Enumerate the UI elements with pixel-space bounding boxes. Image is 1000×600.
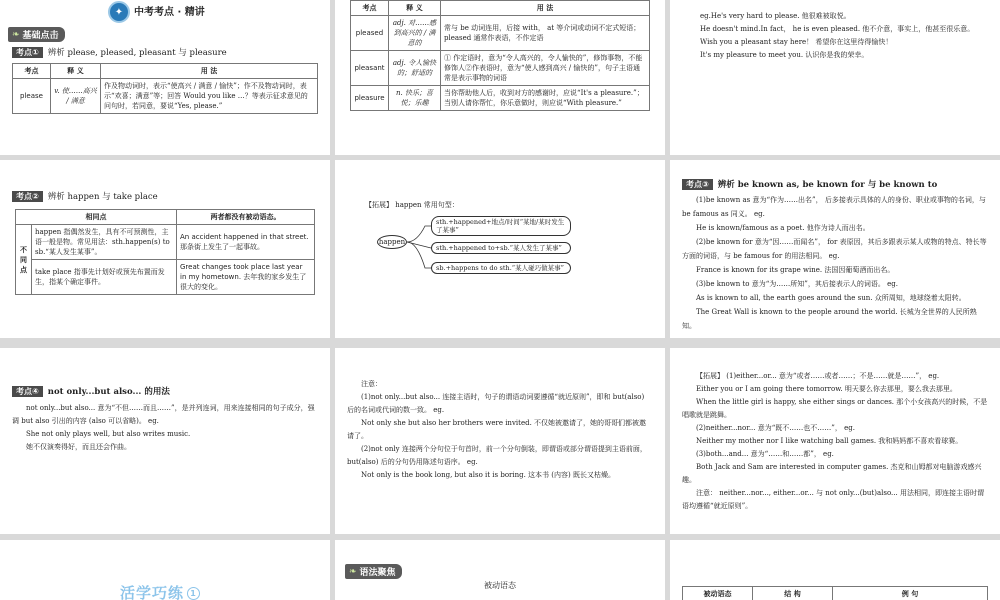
text-line: Not only she but also her brothers were invited. 不仅她被邀请了，她的哥哥们都被邀请了。 [347,419,647,440]
text-line: He doesn't mind.In fact， he is even pleased. 他不介意，事实上，他甚至很乐意。 [700,25,975,33]
pattern-box: sth.+happened+地点/时间“某地/某时发生了某事” [431,216,571,236]
not-only-notes [347,378,653,482]
kaodian-heading [12,46,227,58]
text-line: not only...but also... 意为“不但……而且……”，是并列连词，用来连接相同的句子成分，强调 but also 引出的内容 (also 可以省略)。 eg. [12,404,315,425]
section-tag-label: 语法聚焦 [359,568,396,578]
practice-number: 1 [187,587,200,600]
text-line: (2)be known for 意为“因……而闻名”， for 表原因，其后多跟表示某人或物的特点、特长等方面的词语，与 be famous for 的用法相同。 eg. [682,238,987,260]
passive-table [682,586,988,600]
table-cell: pleasant [351,51,389,86]
table-cell: 常与 be 动词连用，后接 with， at 等介词或动词不定式短语； pleased 通常作表语，不作定语 [441,16,650,51]
table-cell: 作及物动词时，表示“使高兴 / 满意 / 愉快”；作不及物动词时，表示“欢喜；满意”等；回答 Would you like …？等表示征求意见的问句时，若同意，要说“Yes, please.” [101,79,318,114]
slide-6[interactable] [670,160,1000,338]
leaf-icon: ❧ [12,29,20,40]
table-cell: please [13,79,51,114]
please-examples [700,10,990,62]
text-line: Either you or I am going there tomorrow. 明天要么你去那里，要么我去那里。 [696,385,957,393]
slide-8[interactable] [335,348,665,534]
text-line: She not only plays well, but also writes music. [26,430,191,438]
table-header: 结 构 [753,587,833,600]
kaodian-title: 辨析 happen 与 take place [47,192,158,202]
pattern-box: sb.+happens to do sth.“某人碰巧做某事” [431,262,571,274]
table-cell: v. 使……高兴 / 满意 [51,79,101,114]
slide-7[interactable] [0,348,330,534]
table-header: 用 法 [101,64,318,79]
table-cell: adj. 令人愉快的；舒适的 [389,51,441,86]
text-line: (3)both...and... 意为“……和……都”， eg. [696,450,834,458]
table-header: 例 句 [833,587,988,600]
text-line: (2)not only 连接两个分句位于句首时，前一个分句倒装，即谓语或部分谓语提到主语前面， but(also) 后的分句仍用陈述句语序。 eg. [347,445,647,466]
text-line: (1)not only...but also... 连接主语时，句子的谓语动词要遵循“就近原则”，即和 but(also) 后的名词或代词的数一致。 eg. [347,393,645,414]
slide-2[interactable] [335,0,665,155]
kaodian-title: 辨析 please, pleased, pleasant 与 pleasure [47,48,227,58]
table-header: 两者都没有被动语态。 [177,210,315,225]
table-row [351,51,650,86]
text-line: France is known for its grape wine. 法国因葡萄酒而出名。 [696,266,895,274]
header-banner [108,0,228,24]
table-row [16,260,315,295]
not-only-text [12,402,318,454]
text-line: It's my pleasure to meet you. 认识你是我的荣幸。 [700,51,869,59]
happen-node: happen [377,235,407,249]
hexagon-logo-icon: ✦ [108,1,130,23]
text-line: As is known to all, the earth goes around the sun. 众所周知，地球绕着太阳转。 [696,294,966,302]
kaodian-tag: 考点① [12,47,43,58]
table-cell: happen 指偶然发生，具有不可预测性，主语一般是物。常见用法：sth.happen(s) to sb.“某人发生某事”。 [32,225,177,260]
text-line: Neither my mother nor I like watching ball games. 我和妈妈都不喜欢看球赛。 [696,437,963,445]
table-header: 释 义 [389,1,441,16]
slide-1[interactable] [0,0,330,155]
table-header: 考点 [13,64,51,79]
table-cell: adj. 对……感到高兴的 / 满意的 [389,16,441,51]
connector-line [407,226,431,242]
happen-table [15,209,315,295]
expand-label: 【拓展】 happen 常用句型： [365,201,459,209]
text-line: 【拓展】 (1)either...or... 意为“或者……或者……；不是……就是……”， eg. [696,372,940,380]
slide-5[interactable] [335,160,665,338]
section-tag [8,27,65,42]
table-side-label: 不同点 [16,225,32,295]
table-cell: take place 指事先计划好或预先布置而发生，指某个确定事件。 [32,260,177,295]
slide-4[interactable] [0,160,330,338]
connector-line [407,242,431,268]
pattern-box: sth.+happened to+sb.“某人发生了某事” [431,242,571,254]
kaodian-tag: 考点④ [12,386,43,397]
text-line: 注意： neither...nor..., either...or... 与 not only...(but)also... 用法相同，即连接主语时谓语均遵循“就近原则”。 [682,489,984,510]
table-header: 考点 [351,1,389,16]
table-header: 被动语态 [683,587,753,600]
kaodian-heading [682,178,937,190]
please-table [12,63,318,114]
table-header: 释 义 [51,64,101,79]
text-line: 她不仅演奏得好，而且还会作曲。 [26,443,131,451]
text-line: When the little girl is happy, she either sings or dances. 那个小女孩高兴的时候，不是唱歌就是跳舞。 [682,398,988,419]
practice-title-text: 活学巧练 [120,584,185,600]
slide-12[interactable] [670,540,1000,600]
table-cell: ① 作定语时，意为“令人高兴的，令人愉快的”，修饰事物，不能修饰人②作表语时，意为“使人感到高兴 / 愉快的”，句子主语通常是表示事物的词语 [441,51,650,86]
practice-title [120,582,200,600]
kaodian-tag: 考点③ [682,179,713,190]
table-header: 用 法 [441,1,650,16]
table-cell: pleasure [351,86,389,111]
text-line: eg.He's very hard to please. 他很难被取悦。 [700,12,851,20]
table-cell: An accident happened in that street. 那条街上发生了一起事故。 [177,225,315,260]
leaf-icon: ❧ [349,566,357,577]
kaodian-title: 辨析 be known as, be known for 与 be known to [717,180,938,190]
section-tag-label: 基础点击 [22,31,59,41]
text-line: (2)neither...nor... 意为“既不……也不……”， eg. [696,424,855,432]
kaodian-heading [12,385,170,397]
text-line: Both Jack and Sam are interested in computer games. 杰克和山姆都对电脑游戏感兴趣。 [682,463,982,484]
text-line: The Great Wall is known to the people around the world. 长城为全世界的人民所熟知。 [682,308,977,330]
table-row [16,225,315,260]
text-line: He is known/famous as a poet. 他作为诗人而出名。 [696,224,870,232]
section-tag [345,564,402,579]
text-line: Not only is the book long, but also it is boring. 这本书 (内容) 既长又枯燥。 [361,471,615,479]
table-row [351,16,650,51]
kaodian-tag: 考点② [12,191,43,202]
table-header: 相同点 [16,210,177,225]
slide-3[interactable] [670,0,1000,155]
text-line: Wish you a pleasant stay here！ 希望你在这里待得愉快！ [700,38,893,46]
slide-11[interactable] [335,540,665,600]
text-line: 注意： [361,380,382,388]
slide-9[interactable] [670,348,1000,534]
kaodian-title: not only...but also... 的用法 [47,387,170,397]
pleased-table [350,0,650,111]
table-cell: n. 快乐；喜悦；乐趣 [389,86,441,111]
grammar-title: 被动语态 [484,581,516,590]
table-row [13,79,318,114]
table-cell: pleased [351,16,389,51]
kaodian-heading [12,190,158,202]
table-row [351,86,650,111]
text-line: (3)be known to 意为“为……所知”，其后接表示人的词语。 eg. [696,280,898,288]
slide-10[interactable] [0,540,330,600]
banner-title: 中考考点 · 精讲 [134,6,205,18]
text-line: (1)be known as 意为“作为……出名”， 后多接表示具体的人的身份、职业或事物的名词，与 be famous as 同义。 eg. [682,196,986,218]
known-text [682,193,988,333]
either-or-text [682,370,988,513]
table-cell: Great changes took place last year in my hometown. 去年我的家乡发生了很大的变化。 [177,260,315,295]
table-cell: 当你帮助他人后，收到对方的感谢时，应说“It's a pleasure.”；当别人请你帮忙，你乐意做时，则应说“With pleasure.” [441,86,650,111]
